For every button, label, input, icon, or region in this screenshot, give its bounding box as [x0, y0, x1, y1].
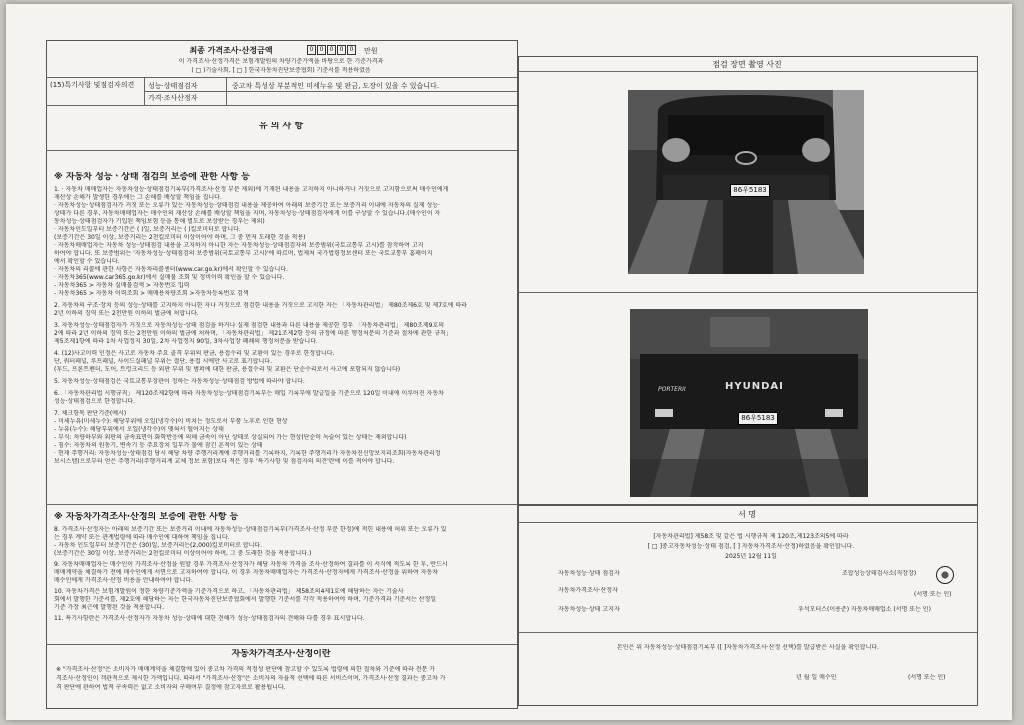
- price-assessor-opinion-label: 가격·조사산정자: [148, 94, 198, 102]
- section1-line: 4. (12)사고이력 인정은 사고로 자동차 주요 골격 부위의 판금, 용접수리 및 교환이 있는 경우로 한정합니다.: [54, 350, 335, 357]
- section1-line: (보증기간은 30일 이상, 보증거리는 2천킬로미터 이상이어야 하며, 그 중 먼저 도래한 것을 적용): [54, 234, 306, 241]
- header-note-1: 이 가격조사·산정가격은 보험개발원의 차량기준가액을 바탕으로 한 기준가격과: [178, 58, 384, 65]
- section1-line: 단, 쿼터패널, 루프패널, 사이드실패널 부위는 절단, 용접 시에만 사고로 표기합니다.: [54, 358, 272, 365]
- section1-line: 성능·상태점검으로 한정합니다.: [54, 398, 136, 405]
- section2-line: (보증기간은 30일 이상, 보증거리는 2천킬로미터 이상이어야 하며, 그 중 도래한 것을 적용합니다.): [54, 550, 312, 557]
- buyer-confirmation: 본인은 위 자동차성능·상태점검기록부 ([ ]자동차가격조사·산정 선택)를 발급받은 사실을 확인합니다.: [616, 644, 880, 651]
- section1-line: 동차성능·상태점검자가 기입된 책임보험 등을 통해 별도로 보상받는 경우는 제외): [54, 218, 265, 225]
- final-price-boxes: 0 0 0 0 0: [306, 45, 366, 56]
- inspector-opinion-label: 성능·상태점검자: [148, 82, 198, 90]
- section1-line: - 침수: 자동차의 원동기, 변속기 등 주요장치 일부가 물에 잠긴 흔적이 있는 상태: [54, 442, 263, 449]
- section1-line: 하여야 합니다. 또 보증범위는 '자동차성능·상태점검의 보증범위(국토교통부 고시)'에 따르며, 법제처 국가법령정보센터 또는 국토교통부 홈페이지: [54, 250, 433, 257]
- signature-title: 서 명: [738, 510, 756, 519]
- signature-date: 2025년 12월 11일: [725, 553, 777, 560]
- final-price-label: 최종 가격조사·산정금액: [189, 46, 273, 55]
- section1-line: 5. 자동차성능·상태점검은 국토교통부장관이 정하는 자동차성능·상태점검 방법에 따라야 합니다.: [54, 378, 305, 385]
- section1-line: 3. 자동차성능·상태점검자가 거짓으로 자동차성능·상태 점검을 하거나 실제 점검한 내용과 다른 내용을 제공한 경우 「자동차관리법」 제80조제9호의: [54, 322, 445, 329]
- front-vehicle-photo: [628, 90, 864, 274]
- section1-title: ※ 자동차 성능ㆍ상태 점검의 보증에 관한 사항 등: [54, 172, 250, 182]
- section1-line: - 자동차365 > 자동차 실매물검색 > 자동번호 입력: [54, 282, 190, 289]
- front-license-plate: 86우5183: [730, 184, 770, 197]
- section1-line: 2에 따라 2년 이하의 징역 또는 2천만원 이하의 벌금에 처하며, 「자동차관리법」 제21조제2항 등의 규정에 따른 행정처분의 기준과 절차에 관한 규칙」: [54, 330, 452, 337]
- document-page: [6, 4, 1012, 720]
- section1-line: (후드, 프론트펜더, 도어, 트렁크리드 등 외판 부위 및 범퍼에 대한 판금, 용접수리 및 교환은 단순수리로서 사고에 포함되지 않습니다): [54, 366, 401, 373]
- photos-title: 점검 장면 촬영 사진: [712, 60, 782, 69]
- buyer-date-fields: 년 월 일 매수인: [796, 674, 837, 681]
- section1-line: 7. 체크항목 판단기준(예시): [54, 410, 127, 417]
- signature-law-text-2: [ □ ]중고자동차성능·상태 점검, [ ] 자동차가격조사·산정)하였음을 확인합니다.: [647, 543, 855, 550]
- section2-line: 11. 특기사항란은 가격조사·산정자가 자동차 성능·상태에 대한 견해가 성능·상태점검자의 견해와 다를 경우 표시합니다.: [54, 615, 365, 622]
- bottom-text-2: 격조사·산정인이 객관적으로 제시한 가액입니다. 따라서 "가격조사·산정"은 소비자의 자율적 선택에 따른 서비스이며, 가격조사·산정 결과는 중고차 가: [56, 675, 446, 682]
- section1-line: - 부식: 차량하부와 외판의 금속표면이 화학반응에 의해 금속이 아닌 상태로 상실되어 가는 현상(단순히 녹슬어 있는 상태는 제외합니다): [54, 434, 407, 441]
- section2-line: 회에서 발행한 기준서를, 제2호에 해당하는 자는 한국자동차진단보증협회에서 발행한 기준서를 각각 적용하여야 하며, 기준가격과 기준서는 산정일: [54, 596, 437, 603]
- section1-line: - 미세누유(미세누수): 해당부위에 오일(냉각수)이 비치는 정도로서 부품 노후로 인한 현상: [54, 418, 288, 425]
- section1-line: 2년 이하의 징역 또는 2천만원 이하의 벌금에 처합니다.: [54, 310, 199, 317]
- section2-line: - 자동차 인도일부터 보증기간은 (30)일, 보증거리는(2,000)킬로미터로 합니다.: [54, 542, 263, 549]
- notifier-value: 우석모터스(이용준) 자동차매매업소 (서명 또는 인): [798, 606, 931, 613]
- special-notes-label: (15)특기사항 및점검자의견: [50, 81, 135, 89]
- section2-title: ※ 자동차가격조사·산정의 보증에 관한 사항 등: [54, 512, 239, 522]
- inspector-label: 자동차성능·상태 점검자: [558, 570, 620, 577]
- section1-line: - 자동차365 > 자동차 이력조회 > 매매용차량조회 >자동차등록번호 검색: [54, 290, 249, 297]
- section1-line: · 자동차의 리콜에 관한 사항은 자동차리콜센터(www.car.go.kr)에서 확인할 수 있습니다.: [54, 266, 288, 273]
- notifier-label: 자동차성능·상태 고지자: [558, 606, 620, 613]
- section1-line: · 자동차인도일부터 보증기간은 ( )일, 보증거리는 ( )킬로미터로 합니다.: [54, 226, 241, 233]
- price-assessor-sign: (서명 또는 인): [914, 591, 952, 598]
- inspector-opinion-value: 중고차 특성상 부분적인 미세누유 및 판금, 도장이 있을 수 있습니다.: [232, 82, 440, 90]
- section1-line: 제5조제1항에 따라 1차 사업정지 30일, 2차 사업정지 90일, 3차사업장 폐쇄의 행정처분을 받습니다.: [54, 338, 318, 345]
- bottom-title: 자동차가격조사·산정이란: [231, 649, 331, 659]
- section2-line: 기준 가장 최근에 발행된 것을 적용합니다.: [54, 604, 164, 611]
- section2-line: 9. 자동차매매업자는 매수인이 가격조사·산정을 원할 경우 가격조사·산정자가 해당 자동차 가격을 조사·산정하여 결과를 이 서식에 적도록 한 후, 반드시: [54, 561, 448, 568]
- section2-line: 매수인에게 가격조사·산정 비용을 안내하여야 합니다.: [54, 577, 193, 584]
- rear-license-plate: 86우5183: [738, 412, 778, 425]
- section2-line: 매매계약을 체결하기 전에 매수인에게 서면으로 고지하여야 합니다. 이 경우 자동차매매업자는 가격조사·산정자에게 가격조사·산정을 위하여 자동차: [54, 569, 439, 576]
- bottom-text-3: 격 판단에 관하여 법적 구속력은 없고 소비자의 구매여부 결정에 참고자료로 활용됩니다.: [56, 684, 286, 691]
- section1-line: · 자동차365(www.car365.go.kr)에서 실매물 조회 및 정비이력 확인을 할 수 있습니다.: [54, 274, 285, 281]
- section1-line: - 누유(누수): 해당부위에서 오일(냉각수)이 맺혀서 떨어지는 상태: [54, 426, 224, 433]
- section1-line: 상태가 다른 경우, 자동차매매업자는 매수인의 재산상 손해를 배상할 책임을 지며, 자동차성능·상태점검자에게 이를 구상할 수 있습니다.(매수인이 자: [54, 210, 441, 217]
- signature-law-text-1: [자동차관리법] 제58조 및 같은 법 시행규칙 제 120조,제123조의5에 따라: [653, 533, 849, 540]
- section1-body: [54, 186, 512, 466]
- notice-title: 유 의 사 항: [258, 122, 304, 131]
- section1-line: 6. 「자동차관리법 시행규칙」 제120조제2항에 따라 자동차성능·상태점검기록부는 매입 기록부에 발급일을 기준으로 120일 이내에 이루어진 자동차: [54, 390, 444, 397]
- section1-line: 1. · 자동차 매매업자는 자동차성능·상태점검기록부(가격조사·산정 부분 제외)에 기재된 내용을 고지하지 아니하거나 거짓으로 고지함으로써 매수인에게: [54, 186, 449, 193]
- section1-line: · 현재 주행거리: 자동차성능·상태점검 당시 해당 차량 주행거리계에 주행거리를 기록하지, 기록한 주행거리가 자동차진신망보지리조회(자동차관리정: [54, 450, 441, 457]
- section1-line: 에서 확인할 수 있습니다.: [54, 258, 120, 265]
- section1-line: 재산상 손해가 발생한 경우에는 그 손해를 배상할 책임을 집니다.: [54, 194, 222, 201]
- section1-line: 2. 자동차의 구조·장치 등의 성능·상태를 고지하지 아니한 자나 거짓으로 점검한 내용을 거짓으로 고지한 자는 「자동차관리법」 제80조제6호 및 제7호에 따라: [54, 302, 468, 309]
- price-assessor-label: 자동차가격조사·산정자: [558, 587, 618, 594]
- section2-line: 10. 자동차가격은 보험개발원이 정한 차량기준가액을 기준가격으로 하고, 「자동차관리법」 제58조의4제1호에 해당하는 자는 기술사: [54, 588, 404, 595]
- inspector-value: 조합성능상태검사소(직장장): [842, 570, 917, 577]
- section1-line: 보시스템)으로부터 얻은 주행거리(주행거리계 교체 정보 포함)보다 적은 경우 '특기사항 및 점검자의 의견'란에 이를 적어야 합니다.: [54, 458, 395, 465]
- section1-line: · 자동차매매업자는 자동차 성능·상태점검 내용을 고지하지 아니한 자는 자동차성능·상태점검자의 보증범위(국토교통부 고시)를 참작하여 고지: [54, 242, 424, 249]
- section2-body: [54, 526, 512, 623]
- rear-model-badge: PORTERII: [658, 386, 686, 393]
- inspector-seal: [936, 566, 954, 584]
- bottom-text-1: ※ "가격조사·산정"은 소비자가 매매계약을 체결함에 있어 중고차 가격의 적정성 판단에 참고할 수 있도록 법령에 의한 절차와 기준에 따라 전문 가: [56, 666, 436, 673]
- buyer-sign: (서명 또는 인): [908, 674, 946, 681]
- section1-line: · 자동차성능·상태점검자가 거짓 또는 오류가 있는 자동차성능·상태점검 내용을 제공하여 아래의 보증기간 또는 보증거리 이내에 자동차의 실제 성능·: [54, 202, 440, 209]
- rear-vehicle-photo: [630, 309, 868, 497]
- header-note-2: ( □ )기술사회, [ □ ] 한국자동차진단보증협회) 기준서를 적용하였음: [191, 67, 371, 74]
- section2-line: 는 경우 계약 또는 관계법령에 따라 매수인에 대하여 책임을 집니다.: [54, 534, 230, 541]
- section2-line: 8. 가격조사·산정자는 아래의 보증기간 또는 보증거리 이내에 자동차성능·상태점검기록부(가격조사·산정 부분 한정)에 적힌 내용에 허위 또는 오류가 있: [54, 526, 447, 533]
- final-price-unit: 만원: [364, 47, 378, 55]
- rear-brand-badge: HYUNDAI: [725, 381, 784, 392]
